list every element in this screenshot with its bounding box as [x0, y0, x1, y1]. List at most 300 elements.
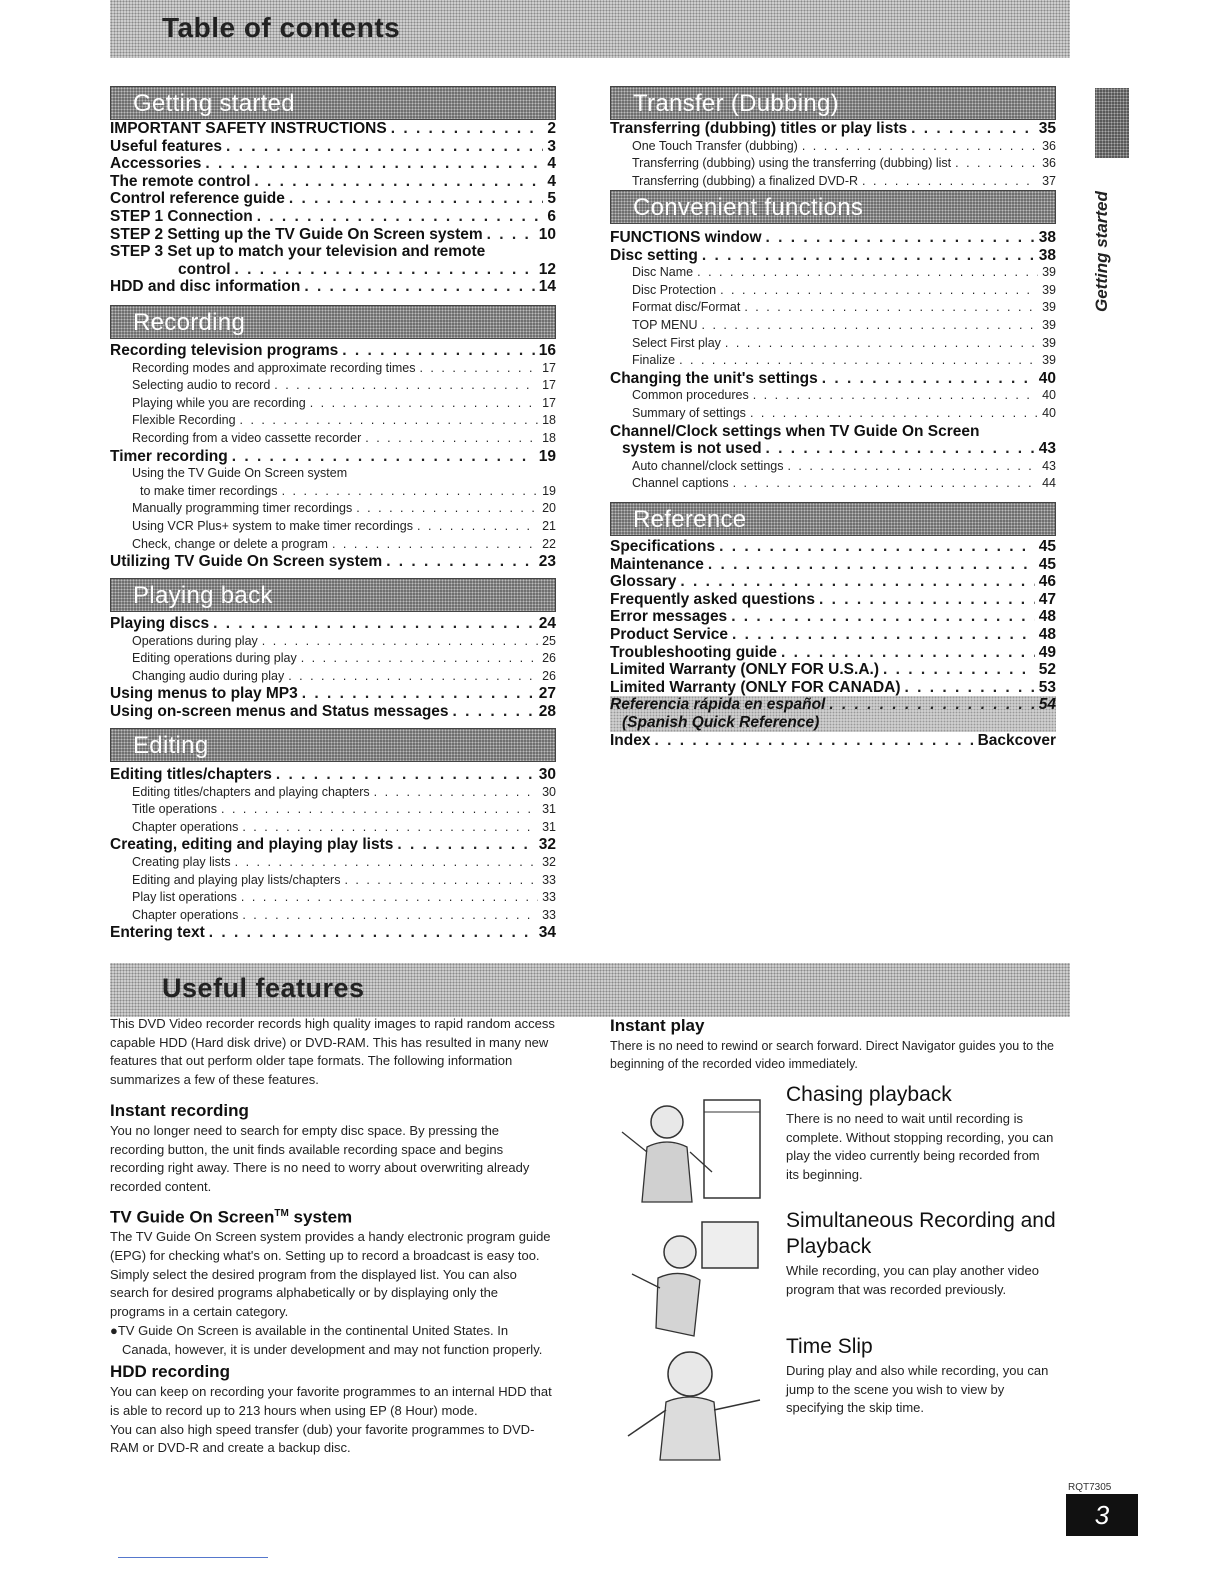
toc-entry-page: 49: [1038, 643, 1056, 661]
toc-entry-label: to make timer recordings: [140, 483, 278, 498]
toc-entry-label: Finalize: [632, 353, 676, 368]
toc-entry-page: 46: [1038, 573, 1056, 591]
toc-entry-label: Selecting audio to record: [132, 378, 271, 393]
toc-entry-label: Using on-screen menus and Status messages: [110, 702, 449, 720]
toc-entry: [610, 155, 1056, 173]
toc-entry-page: 30: [538, 766, 556, 783]
toc-entry-label: TOP MENU: [632, 317, 698, 332]
toc-entry: [610, 556, 1056, 574]
toc-entry-label: HDD and disc information: [110, 278, 301, 296]
toc-entry-label: Manually programming timer recordings: [132, 501, 353, 516]
toc-entry-label: Changing audio during play: [132, 668, 285, 683]
toc-entry-page: 19: [538, 447, 556, 465]
toc-entry-page: 20: [542, 501, 556, 516]
toc-entry: [610, 626, 1056, 644]
dot-leader: [487, 226, 535, 244]
person-with-screen-icon: [620, 1218, 766, 1342]
toc-entry-page: 14: [538, 278, 556, 296]
dot-leader: [766, 440, 1035, 458]
toc-entry: [610, 538, 1056, 556]
toc-entry-label: Limited Warranty (ONLY FOR U.S.A.): [610, 661, 879, 679]
tv-guide-heading: TV Guide On Screen™ system: [110, 1207, 353, 1227]
toc-entry-page: 40: [1042, 388, 1056, 403]
toc-entry-label: STEP 3 Set up to match your television and remote: [110, 243, 486, 261]
dot-leader: [883, 661, 1035, 679]
toc-entry: [110, 155, 556, 173]
dot-leader: [819, 591, 1035, 609]
dot-leader: [276, 766, 535, 784]
toc-entry: [110, 395, 556, 413]
dot-leader: [397, 836, 534, 854]
toc-entry-label: Utilizing TV Guide On Screen system: [110, 553, 383, 571]
dot-leader: [766, 229, 1035, 247]
dot-leader: [304, 278, 534, 296]
toc-entry: [110, 536, 556, 554]
toc-entry-page: 36: [1042, 138, 1056, 153]
toc-entry-label: Creating play lists: [132, 854, 231, 869]
toc-entry-label: STEP 2 Setting up the TV Guide On Screen system: [110, 225, 483, 243]
toc-entry-page: 6: [547, 207, 556, 225]
dot-leader: [235, 854, 538, 872]
toc-entry-label: Transferring (dubbing) titles or play lists: [610, 120, 908, 137]
toc-entry-page: 39: [1042, 282, 1056, 297]
toc-entry-page: 40: [1038, 369, 1056, 387]
dot-leader: [342, 342, 535, 360]
toc-entry-label: Auto channel/clock settings: [632, 458, 784, 473]
time-slip-text: During play and also while recording, you can jump to the scene you wish to view by specifying the skip time.: [786, 1363, 1049, 1416]
dot-leader: [781, 644, 1035, 662]
toc-entry-page: 44: [1042, 476, 1056, 491]
toc-entry: [110, 615, 556, 633]
useful-features-right: [610, 1015, 1060, 1073]
dot-leader: [282, 483, 539, 501]
toc-entry: [110, 784, 556, 802]
toc-entry-page: 10: [538, 225, 556, 243]
toc-entry-label: Playing discs: [110, 615, 210, 632]
toc-entry-page: 31: [542, 819, 556, 834]
toc-entry-label: FUNCTIONS window: [610, 229, 762, 246]
dot-leader: [822, 370, 1035, 388]
chasing-block: [786, 1082, 1056, 1185]
dot-leader: [240, 412, 539, 430]
toc-entry: [610, 264, 1056, 282]
toc-entry-label: Error messages: [610, 608, 728, 626]
toc-entry-page: 19: [542, 483, 556, 498]
toc-entry-page: 54: [1038, 696, 1056, 714]
toc-entry-page: 36: [1042, 156, 1056, 171]
chasing-illustration: [612, 1092, 770, 1212]
toc-entry-label: Playing while you are recording: [132, 395, 306, 410]
toc-list-transfer: [610, 120, 1056, 190]
toc-entry: [110, 360, 556, 378]
toc-entry-page: 3: [547, 137, 556, 155]
toc-list-reference: [610, 538, 1056, 749]
toc-entry: [110, 854, 556, 872]
toc-entry: [110, 650, 556, 668]
toc-entry: [110, 889, 556, 907]
dot-leader: [732, 626, 1035, 644]
toc-entry-page: 33: [542, 907, 556, 922]
toc-entry-page: 18: [542, 430, 556, 445]
instant-play-heading: Instant play: [610, 1016, 705, 1035]
section-tab-marker: [1095, 88, 1129, 158]
simultaneous-heading: Simultaneous Recording and Playback: [786, 1209, 1056, 1258]
toc-entry-page: 25: [542, 633, 556, 648]
toc-entry-page: 2: [547, 120, 556, 137]
toc-entry: [610, 282, 1056, 300]
dot-leader: [731, 608, 1035, 626]
toc-entry: [610, 317, 1056, 335]
toc-entry: [610, 679, 1056, 697]
toc-entry-label: Transferring (dubbing) using the transferring (dubbing) list: [632, 156, 952, 171]
toc-entry: [610, 138, 1056, 156]
toc-entry: [110, 278, 556, 296]
toc-entry-label: Creating, editing and playing play lists: [110, 836, 394, 854]
toc-entry-page: 28: [538, 702, 556, 720]
time-slip-illustration: [610, 1340, 778, 1470]
dot-leader: [232, 448, 535, 466]
dot-leader: [374, 784, 538, 802]
toc-entry-page: 12: [538, 260, 556, 278]
toc-entry-page: 48: [1038, 608, 1056, 626]
hdd-recording-heading: HDD recording: [110, 1362, 230, 1382]
toc-entry-page: 45: [1038, 538, 1056, 555]
dot-leader: [720, 282, 1038, 300]
dot-leader: [753, 387, 1038, 405]
toc-entry: [110, 138, 556, 156]
toc-entry-page: 47: [1038, 590, 1056, 608]
toc-entry-label: Channel captions: [632, 476, 729, 491]
toc-entry-page: 22: [542, 536, 556, 551]
toc-entry-label: Using menus to play MP3: [110, 685, 298, 703]
toc-entry: [110, 872, 556, 890]
toc-entry-page: 45: [1038, 555, 1056, 573]
toc-entry-page: 21: [542, 518, 556, 533]
toc-entry-label: Disc Name: [632, 265, 694, 280]
toc-entry-label: Changing the unit's settings: [610, 369, 818, 387]
toc-entry-label: Entering text: [110, 924, 205, 942]
toc-entry-page: 39: [1042, 265, 1056, 280]
toc-entry-label: Recording television programs: [110, 342, 339, 359]
toc-entry: [610, 387, 1056, 405]
section-header-convenient: Convenient functions: [610, 190, 1056, 224]
toc-entry: [610, 591, 1056, 609]
tv-guide-text: The TV Guide On Screen system provides a handy electronic program guide (EPG) for checking what's on. Setting up to record a broadcast is easy too. Simply select the desired program from the displayed list. You can also search for desired programs alphabetically or by displaying only the programs in a certain category.: [110, 1229, 551, 1320]
toc-entry: [110, 190, 556, 208]
intro-paragraph: This DVD Video recorder records high quality images to rapid random access capable HDD (Hard disk drive) or DVD-RAM. This has resulted in many new features that out perform older tape formats. The following information summarizes a few of these features.: [110, 1016, 555, 1088]
toc-entry: [110, 801, 556, 819]
section-header-recording: Recording: [110, 305, 556, 339]
instant-recording-text: You no longer need to search for empty disc space. By pressing the recording button, the unit finds available recording space and begins recording right away. There is no need to worry about overwriting already recorded content.: [110, 1122, 530, 1194]
toc-entry: [110, 120, 556, 138]
toc-entry: [610, 573, 1056, 591]
toc-entry-label: Check, change or delete a program: [132, 536, 328, 551]
toc-entry: [110, 518, 556, 536]
toc-entry: [610, 370, 1056, 388]
toc-entry: [610, 696, 1056, 714]
toc-entry-label: Frequently asked questions: [610, 590, 815, 608]
toc-entry: [610, 475, 1056, 493]
dot-leader: [221, 801, 538, 819]
toc-entry: [110, 819, 556, 837]
dot-leader: [680, 573, 1034, 591]
person-watching-tv-icon: [612, 1092, 770, 1212]
toc-entry-page: 39: [1042, 300, 1056, 315]
toc-entry-label: Glossary: [610, 573, 677, 591]
toc-entry: [610, 120, 1056, 138]
toc-entry-label: The remote control: [110, 172, 251, 190]
dot-leader: [274, 377, 538, 395]
toc-entry: [110, 208, 556, 226]
time-slip-heading: Time Slip: [786, 1335, 873, 1358]
section-header-getting-started: Getting started: [110, 86, 556, 120]
dot-leader: [829, 696, 1034, 714]
toc-entry: [610, 661, 1056, 679]
toc-entry: [610, 644, 1056, 662]
dot-leader: [209, 924, 535, 942]
dot-leader: [702, 317, 1039, 335]
toc-entry: [610, 423, 1056, 441]
dot-leader: [242, 819, 538, 837]
dot-leader: [911, 120, 1035, 138]
useful-features-banner: [110, 963, 1070, 1017]
toc-entry: [610, 247, 1056, 265]
toc-entry-label: Chapter operations: [132, 907, 239, 922]
dot-leader: [725, 335, 1038, 353]
instant-recording-heading: Instant recording: [110, 1100, 249, 1120]
toc-entry-page: 34: [538, 924, 556, 942]
toc-entry-page: 16: [538, 342, 556, 359]
toc-entry-page: 27: [538, 685, 556, 703]
toc-entry: [110, 377, 556, 395]
toc-entry-label: Specifications: [610, 538, 716, 555]
toc-entry-label: Play list operations: [132, 890, 237, 905]
simultaneous-block: [786, 1208, 1056, 1299]
toc-entry: [610, 714, 1056, 732]
dot-leader: [862, 173, 1038, 191]
dot-leader: [419, 360, 538, 378]
toc-entry-label: STEP 1 Connection: [110, 207, 253, 225]
toc-list-getting-started: [110, 120, 556, 296]
toc-entry-page: 4: [547, 155, 556, 173]
toc-entry-label: Summary of settings: [632, 405, 746, 420]
dot-leader: [453, 703, 535, 721]
toc-entry: [110, 668, 556, 686]
dot-leader: [679, 352, 1038, 370]
toc-entry-page: 35: [1038, 120, 1056, 137]
toc-entry: [110, 430, 556, 448]
tv-guide-bullet: ●TV Guide On Screen is available in the continental United States. In Canada, however, it is under development and may not function properly.: [110, 1322, 543, 1357]
toc-entry: [110, 500, 556, 518]
dot-leader: [708, 556, 1035, 574]
toc-entry-label: Disc setting: [610, 246, 698, 264]
dot-leader: [702, 247, 1035, 265]
toc-entry-label: Referencia rápida en español: [610, 696, 826, 714]
toc-entry-page: 4: [547, 172, 556, 190]
toc-entry: [110, 553, 556, 571]
page-title: Table of contents: [162, 12, 401, 43]
toc-entry-page: 38: [1038, 246, 1056, 264]
toc-list-editing: [110, 766, 556, 942]
toc-entry-label: Disc Protection: [632, 282, 717, 297]
dot-leader: [417, 518, 538, 536]
toc-entry-page: 39: [1042, 335, 1056, 350]
toc-entry: [110, 836, 556, 854]
toc-entry: [110, 685, 556, 703]
dot-leader: [302, 685, 535, 703]
toc-entry-page: 38: [1038, 229, 1056, 246]
toc-entry-label: Troubleshooting guide: [610, 643, 778, 661]
dot-leader: [262, 633, 538, 651]
toc-entry-label: (Spanish Quick Reference): [622, 713, 820, 731]
toc-entry-page: 39: [1042, 353, 1056, 368]
dot-leader: [905, 679, 1035, 697]
toc-entry: [610, 732, 1056, 750]
dot-leader: [750, 405, 1038, 423]
toc-entry-label: Common procedures: [632, 388, 749, 403]
dot-leader: [733, 475, 1038, 493]
toc-entry-label: control: [178, 260, 231, 278]
toc-entry-label: Channel/Clock settings when TV Guide On Screen: [610, 422, 980, 440]
simultaneous-illustration: [620, 1218, 766, 1342]
section-header-transfer: Transfer (Dubbing): [610, 86, 1056, 120]
dot-leader: [955, 155, 1038, 173]
toc-entry: [610, 405, 1056, 423]
toc-entry: [110, 448, 556, 466]
toc-entry: [110, 633, 556, 651]
dot-leader: [301, 650, 538, 668]
hdd-recording-text2: You can also high speed transfer (dub) your favorite programmes to DVD-RAM or DVD-R and create a backup disc.: [110, 1421, 535, 1456]
toc-entry-label: Using VCR Plus+ system to make timer recordings: [132, 518, 413, 533]
toc-entry-label: Recording modes and approximate recording times: [132, 360, 416, 375]
toc-entry-page: 33: [542, 872, 556, 887]
dot-leader: [356, 500, 538, 518]
toc-entry: [110, 924, 556, 942]
toc-entry-label: Timer recording: [110, 447, 228, 465]
toc-entry-page: 43: [1042, 458, 1056, 473]
toc-entry: [610, 299, 1056, 317]
dot-leader: [365, 430, 538, 448]
toc-entry: [610, 458, 1056, 476]
toc-entry-page: 17: [542, 395, 556, 410]
dot-leader: [787, 458, 1038, 476]
toc-entry-label: Accessories: [110, 155, 202, 173]
dot-leader: [205, 155, 543, 173]
toc-entry-page: 18: [542, 413, 556, 428]
toc-entry-label: Index: [610, 731, 651, 749]
toc-entry-label: Editing titles/chapters and playing chapters: [132, 784, 370, 799]
dot-leader: [288, 668, 538, 686]
side-tab-label: Getting started: [1092, 191, 1111, 312]
toc-entry-label: Flexible Recording: [132, 413, 236, 428]
toc-entry-page: 23: [538, 553, 556, 571]
dot-leader: [719, 538, 1035, 556]
toc-list-playing-back: [110, 615, 556, 721]
toc-entry: [110, 483, 556, 501]
toc-entry-page: 17: [542, 378, 556, 393]
dot-leader: [241, 889, 538, 907]
toc-entry-label: Editing and playing play lists/chapters: [132, 872, 341, 887]
toc-entry: [610, 335, 1056, 353]
toc-entry-page: 26: [542, 668, 556, 683]
toc-entry-label: Maintenance: [610, 555, 704, 573]
time-slip-block: [786, 1334, 1058, 1418]
toc-entry-page: 53: [1038, 678, 1056, 696]
toc-entry-label: Editing operations during play: [132, 651, 297, 666]
toc-entry-page: 52: [1038, 661, 1056, 679]
toc-entry-page: 37: [1042, 173, 1056, 188]
toc-entry-page: 24: [538, 615, 556, 632]
toc-entry-label: Chapter operations: [132, 819, 239, 834]
toc-entry: [110, 342, 556, 360]
toc-entry-page: Backcover: [977, 731, 1056, 749]
simultaneous-text: While recording, you can play another video program that was recorded previously.: [786, 1263, 1039, 1297]
dot-leader: [242, 907, 538, 925]
toc-entry: [110, 412, 556, 430]
toc-entry-page: 43: [1038, 440, 1056, 458]
toc-entry-label: Format disc/Format: [632, 300, 741, 315]
toc-entry: [610, 229, 1056, 247]
dot-leader: [744, 299, 1038, 317]
toc-entry: [110, 465, 556, 483]
dot-leader: [289, 190, 544, 208]
boy-pointing-icon: [610, 1340, 778, 1470]
toc-entry-label: Recording from a video cassette recorder: [132, 430, 362, 445]
toc-entry-page: 26: [542, 651, 556, 666]
toc-entry-label: IMPORTANT SAFETY INSTRUCTIONS: [110, 120, 387, 137]
toc-entry-page: 32: [538, 836, 556, 854]
dot-leader: [391, 120, 544, 138]
section-header-editing: Editing: [110, 728, 556, 762]
chasing-heading: Chasing playback: [786, 1083, 952, 1106]
toc-entry-page: 48: [1038, 625, 1056, 643]
dot-leader: [332, 536, 538, 554]
toc-entry-page: 17: [542, 360, 556, 375]
toc-entry: [110, 226, 556, 244]
toc-entry-label: system is not used: [622, 440, 762, 458]
toc-entry-page: 39: [1042, 317, 1056, 332]
toc-entry-label: Operations during play: [132, 633, 258, 648]
toc-banner: [110, 0, 1070, 58]
toc-entry-label: One Touch Transfer (dubbing): [632, 138, 798, 153]
chasing-text: There is no need to wait until recording is complete. Without stopping recording, you can play the video currently being recorded from its beginning.: [786, 1111, 1054, 1183]
toc-entry-page: 32: [542, 854, 556, 869]
dot-leader: [697, 264, 1038, 282]
toc-entry-label: Select First play: [632, 335, 721, 350]
toc-entry-label: Title operations: [132, 802, 217, 817]
dot-leader: [254, 173, 543, 191]
toc-entry-label: Transferring (dubbing) a finalized DVD-R: [632, 173, 859, 188]
toc-list-convenient: [610, 229, 1056, 493]
toc-list-recording: [110, 342, 556, 571]
dot-leader: [344, 872, 538, 890]
toc-entry-label: Product Service: [610, 625, 729, 643]
toc-entry: [110, 703, 556, 721]
toc-entry-page: 5: [547, 190, 556, 208]
page-number: 3: [1066, 1494, 1138, 1536]
toc-entry-label: Useful features: [110, 137, 222, 155]
useful-features-title: Useful features: [162, 973, 365, 1003]
dot-leader: [802, 138, 1038, 156]
toc-entry: [610, 440, 1056, 458]
document-code: RQT7305: [1068, 1482, 1112, 1493]
hdd-recording-text1: You can keep on recording your favorite programmes to an internal HDD that is able to record up to 213 hours when using EP (8 Hour) mode.: [110, 1384, 552, 1418]
toc-entry-page: 33: [542, 890, 556, 905]
instant-play-text: There is no need to rewind or search forward. Direct Navigator guides you to the beginning of the recorded video immediately.: [610, 1039, 1054, 1071]
dot-leader: [386, 553, 535, 571]
dot-leader: [226, 138, 543, 156]
toc-entry-page: 40: [1042, 405, 1056, 420]
